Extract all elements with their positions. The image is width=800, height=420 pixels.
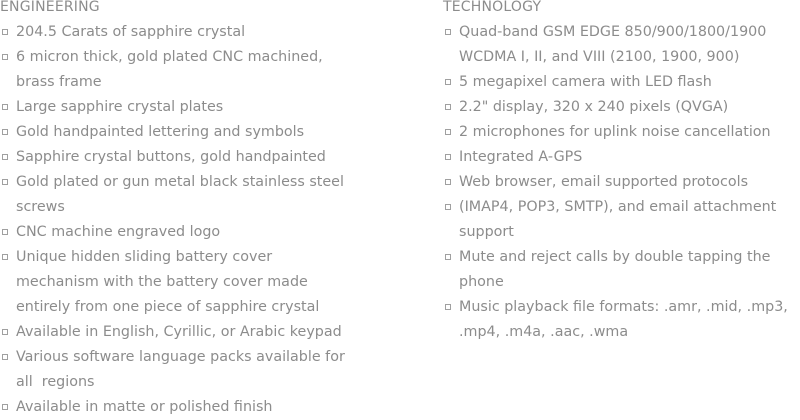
list-item — [443, 295, 800, 345]
list-item — [443, 95, 800, 120]
list-item-text: Unique hidden sliding battery cover mechanism with the battery cover made entirely from one piece of sapphire crystal — [16, 249, 320, 315]
engineering-heading: ENGINEERING — [0, 0, 100, 15]
square-bullet-icon — [2, 104, 8, 110]
technology-heading: TECHNOLOGY — [443, 0, 542, 15]
list-item-text: 5 megapixel camera with LED flash — [459, 74, 712, 90]
list-item-text: 2.2" display, 320 x 240 pixels (QVGA) — [459, 99, 729, 115]
square-bullet-icon — [2, 329, 8, 335]
square-bullet-icon — [445, 129, 451, 135]
list-item-text: 204.5 Carats of sapphire crystal — [16, 24, 246, 40]
square-bullet-icon — [445, 29, 451, 35]
list-item-text: (IMAP4, POP3, SMTP), and email attachment support — [459, 199, 777, 240]
square-bullet-icon — [2, 179, 8, 185]
square-bullet-icon — [445, 304, 451, 310]
square-bullet-icon — [2, 29, 8, 35]
square-bullet-icon — [2, 354, 8, 360]
list-item — [0, 395, 380, 420]
list-item-text: Integrated A-GPS — [459, 149, 583, 165]
square-bullet-icon — [2, 404, 8, 410]
list-item-text: Gold handpainted lettering and symbols — [16, 124, 305, 140]
square-bullet-icon — [445, 254, 451, 260]
square-bullet-icon — [2, 154, 8, 160]
square-bullet-icon — [445, 79, 451, 85]
list-item-text: Web browser, email supported protocols — [459, 174, 749, 190]
list-item — [0, 45, 380, 95]
list-item-text: Mute and reject calls by double tapping the phone — [459, 249, 771, 290]
list-item — [0, 320, 380, 345]
list-item-text: Available in matte or polished finish — [16, 399, 273, 415]
engineering-section — [0, 0, 380, 420]
square-bullet-icon — [445, 204, 451, 210]
technology-list — [443, 20, 800, 345]
list-item — [0, 120, 380, 145]
list-item — [443, 170, 800, 195]
square-bullet-icon — [2, 54, 8, 60]
list-item — [0, 245, 380, 320]
list-item-text: 2 microphones for uplink noise cancellation — [459, 124, 771, 140]
list-item-text: Large sapphire crystal plates — [16, 99, 224, 115]
square-bullet-icon — [2, 129, 8, 135]
list-item — [443, 245, 800, 295]
list-item-text: CNC machine engraved logo — [16, 224, 221, 240]
engineering-list — [0, 20, 380, 420]
list-item-text: Music playback file formats: .amr, .mid, .mp3, .mp4, .m4a, .aac, .wma — [459, 299, 788, 340]
list-item-text: Various software language packs available for all regions — [16, 349, 345, 390]
list-item-text: Sapphire crystal buttons, gold handpainted — [16, 149, 326, 165]
list-item — [0, 145, 380, 170]
square-bullet-icon — [445, 104, 451, 110]
technology-section — [443, 0, 800, 345]
list-item — [0, 95, 380, 120]
list-item-text: 6 micron thick, gold plated CNC machined, brass frame — [16, 49, 323, 90]
list-item — [443, 20, 800, 70]
list-item-text: Quad-band GSM EDGE 850/900/1800/1900 WCDMA I, II, and VIII (2100, 1900, 900) — [459, 24, 767, 65]
list-item — [443, 120, 800, 145]
square-bullet-icon — [445, 154, 451, 160]
list-item — [443, 195, 800, 245]
square-bullet-icon — [445, 179, 451, 185]
square-bullet-icon — [2, 229, 8, 235]
list-item-text: Gold plated or gun metal black stainless steel screws — [16, 174, 344, 215]
list-item — [0, 20, 380, 45]
list-item — [0, 345, 380, 395]
list-item — [443, 70, 800, 95]
list-item — [443, 145, 800, 170]
list-item — [0, 220, 380, 245]
list-item — [0, 170, 380, 220]
list-item-text: Available in English, Cyrillic, or Arabic keypad — [16, 324, 342, 340]
square-bullet-icon — [2, 254, 8, 260]
